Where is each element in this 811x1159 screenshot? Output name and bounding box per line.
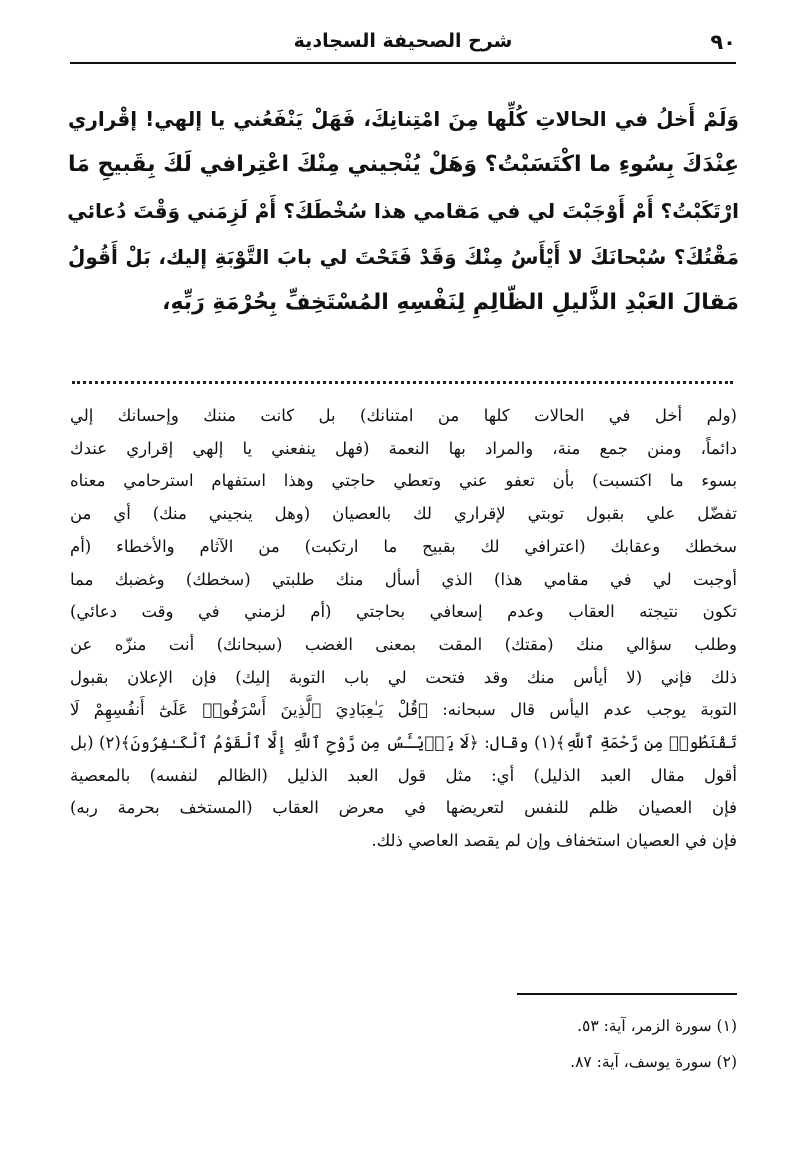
supplication-line: ارْتَكَبْتُ؟ أَمْ أَوْجَبْتَ لي في مَقامي هذا سُخْطَكَ؟ أَمْ لَزِمَني وَقْتَ دُعائي [67,199,739,223]
supplication-line: وَلَمْ أَخلُ في الحالاتِ كُلِّها مِنَ امْتِنانِكَ، فَهَلْ يَنْفَعُني يا إلهي! إقْراري [68,107,739,131]
commentary-line: أوجبت لي في مقامي هذا) الذي أسأل منك طلبتي (سخطك) وغضبك مما [70,569,737,589]
footnote: (١) سورة الزمر، آية: ٥٣. [577,1017,737,1035]
commentary-line: تفضّل علي بقبول توبتي لإقراري لك بالعصيان (وهل ينجيني منك) أي من [70,504,737,524]
commentary-line: دائماً، ومنن جمع منة، والمراد بها النعمة (فهل ينفعني يا إلهي إقراري عندك [70,438,737,458]
footnote-rule [517,993,737,995]
supplication-text [68,96,739,326]
commentary-line: التوبة يوجب عدم اليأس قال سبحانه: ﴿قُلْ يَـٰعِبَادِيَ ٱلَّذِينَ أَسْرَفُوا۟ عَلَىٰٓ أَنفُسِهِمْ لَا [70,700,737,720]
commentary-line: تَقْنَطُوا۟ مِن رَّحْمَةِ ٱللَّهِ﴾(١) وقال: ﴿لَا يَا۟يْـَٔسُ مِن رَّوْحِ ٱللَّهِ إِلَّا ٱلْقَوْمُ ٱلْكَـٰفِرُونَ﴾(٢) (بل [70,733,737,753]
page-header [70,30,736,64]
commentary-line: فإن في العصيان استخفاف وإن لم يقصد العاصي ذلك. [371,831,737,851]
commentary-text [70,400,737,858]
supplication-line: مَقْتُكَ؟ سُبْحانَكَ لا أَيْأَسُ مِنْكَ وَقَدْ فَتَحْتَ لي بابَ التَّوْبَةِ إليك، بَلْ أَقُولُ [68,245,739,269]
page-number: ٩٠ [710,30,736,54]
supplication-line: مَقالَ العَبْدِ الذَّليلِ الظّالِمِ لِنَفْسِهِ المُسْتَخِفِّ بِحُرْمَةِ رَبِّهِ، [162,290,739,315]
section-divider [72,381,733,384]
commentary-line: وطلب سؤالي منك (مقتك) المقت بمعنى الغضب (سبحانك) أنت منزّه عن [70,634,737,654]
commentary-line: تكون نتيجته العقاب وعدم إسعافي بحاجتي (أم لزمني في وقت دعائي) [70,602,737,622]
supplication-line: عِنْدَكَ بِسُوءِ ما اكْتَسَبْتُ؟ وَهَلْ يُنْجيني مِنْكَ اعْتِرافي لَكَ بِقَبيحِ مَا [68,152,739,177]
commentary-line: فإن العصيان ظلم للنفس لتعريضها في معرض العقاب (المستخف بحرمة ربه) [70,798,737,818]
commentary-line: بسوء ما اكتسبت) بأن تعفو عني وتعطي حاجتي وهذا استفهام استرحامي معناه [70,471,737,491]
commentary-line: أقول مقال العبد الذليل) أي: مثل قول العبد الذليل (الظالم لنفسه) بالمعصية [70,765,737,785]
commentary-line: سخطك وعقابك (اعترافي لك بقبيح ما ارتكبت) من الآثام والأخطاء (أم [70,536,737,556]
commentary-line: ذلك فإني (لا أيأس منك وقد فتحت لي باب التوبة إليك) فإن الإعلان بقبول [70,667,737,687]
footnotes [300,1008,737,1080]
commentary-line: (ولم أخل في الحالات كلها من امتنانك) بل كانت مننك وإحسانك إلي [70,406,737,425]
running-title: شرح الصحيفة السجادية [293,30,513,52]
footnote: (٢) سورة يوسف، آية: ٨٧. [570,1053,737,1071]
